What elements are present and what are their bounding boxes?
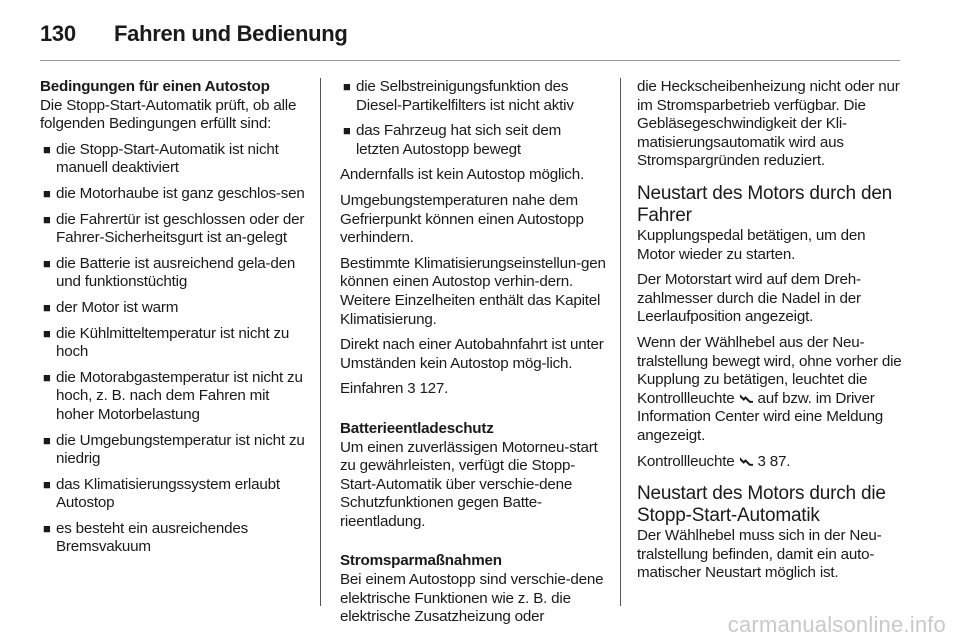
page-number: 130 — [40, 21, 76, 46]
bullet-icon: ■ — [43, 325, 51, 341]
paragraph-text: Wenn der Wählhebel aus der Neu-tralstellung bewegt wird, ohne vorher die Kupplung zu betätigen, leuchtet die Kontrollleuchte — [637, 333, 902, 407]
reference-text: Kontrollleuchte — [637, 452, 735, 470]
list-item-text: die Selbstreinigungsfunktion des Diesel-Partikelfilters ist nicht aktiv — [356, 78, 574, 114]
paragraph — [637, 334, 905, 446]
section-heading: Bedingungen für einen Autostop — [40, 78, 270, 95]
paragraph: Andernfalls ist kein Autostop möglich. — [340, 166, 584, 184]
bullet-icon: ■ — [43, 185, 51, 201]
cross-reference[interactable] — [340, 380, 608, 399]
list-item — [40, 299, 308, 318]
list-item-text: die Kühlmitteltemperatur ist nicht zu hoch — [56, 324, 290, 361]
bullet-icon: ■ — [43, 299, 51, 315]
page-header — [40, 14, 348, 54]
section-heading: Stromsparmaßnahmen — [340, 552, 502, 570]
paragraph: Die Stopp-Start-Automatik prüft, ob alle folgenden Bedingungen erfüllt sind: — [40, 96, 297, 133]
header-rule — [40, 60, 900, 61]
bullet-icon: ■ — [43, 141, 51, 157]
list-item-text: die Fahrertür ist geschlossen oder der Fahrer-Sicherheitsgurt ist an-gelegt — [56, 210, 305, 247]
list-item-text: die Batterie ist ausreichend gela-den und funktionstüchtig — [56, 254, 296, 291]
list-item — [340, 78, 608, 115]
list-item — [40, 369, 308, 425]
paragraph: Der Wählhebel muss sich in der Neu-tralstellung befinden, damit ein auto-matischer Neustart möglich ist. — [637, 527, 882, 582]
paragraph: Umgebungstemperaturen nahe dem Gefrierpunkt können einen Autostopp verhindern. — [340, 191, 584, 247]
condition-list — [40, 141, 308, 557]
list-item — [40, 476, 308, 513]
column-divider — [320, 78, 321, 606]
reference-page: 127. — [419, 380, 449, 398]
section-heading: Batterieentladeschutz — [340, 419, 494, 437]
list-item — [40, 185, 308, 204]
bullet-icon: ■ — [43, 255, 51, 271]
paragraph: die Heckscheibenheizung nicht oder nur im Stromsparbetrieb verfügbar. Die Gebläsegeschwindigkeit der Kli-matisierungsautomatik wird aus Stromspargründen reduziert. — [637, 78, 900, 170]
autostop-indicator-icon — [739, 392, 754, 404]
list-item — [40, 325, 308, 362]
bullet-icon: ■ — [43, 520, 51, 536]
page-arrow-icon: 3 — [757, 452, 766, 470]
bullet-icon: ■ — [43, 211, 51, 227]
list-item-text: es besteht ein ausreichendes Bremsvakuum — [56, 519, 248, 556]
list-item — [340, 122, 608, 159]
section-heading-large: Neustart des Motors durch die Stopp-Start-Automatik — [637, 483, 886, 527]
list-item — [40, 141, 308, 178]
column-3 — [637, 78, 905, 590]
paragraph-text: auf bzw. im Driver Information Center wird eine Meldung angezeigt. — [637, 389, 884, 444]
reference-page: 87. — [769, 452, 791, 470]
bullet-icon: ■ — [343, 79, 351, 94]
chapter-title: Fahren und Bedienung — [114, 21, 348, 46]
bullet-icon: ■ — [43, 369, 51, 385]
list-item-text: das Klimatisierungssystem erlaubt Autostop — [56, 475, 280, 512]
paragraph: Kupplungspedal betätigen, um den Motor wieder zu starten. — [637, 226, 866, 263]
column-2 — [340, 78, 608, 634]
spacer — [340, 538, 608, 552]
autostop-indicator-icon — [739, 455, 754, 467]
bullet-icon: ■ — [43, 476, 51, 492]
paragraph: Bei einem Autostopp sind verschie-dene elektrische Funktionen wie z. B. die elektrische Zusatzheizung oder — [340, 571, 604, 626]
list-item-text: die Motorabgastemperatur ist nicht zu hoch, z. B. nach dem Fahren mit hoher Motorbelastung — [56, 368, 303, 423]
list-item-text: die Motorhaube ist ganz geschlos-sen — [56, 184, 305, 202]
paragraph: Der Motorstart wird auf dem Dreh-zahlmesser durch die Nadel in der Leerlaufposition angezeigt. — [637, 271, 861, 326]
list-item — [40, 432, 308, 469]
list-item-text: die Umgebungstemperatur ist nicht zu niedrig — [56, 431, 305, 468]
list-item — [40, 211, 308, 248]
list-item-text: das Fahrzeug hat sich seit dem letzten Autostopp bewegt — [356, 122, 562, 158]
paragraph: Bestimmte Klimatisierungseinstellun-gen können einen Autostop verhin-dern. Weitere Einzelheiten enthält das Kapitel Klimatisierung. — [340, 254, 606, 328]
list-item-text: die Stopp-Start-Automatik ist nicht manuell deaktiviert — [56, 140, 279, 177]
list-item-text: der Motor ist warm — [56, 298, 179, 316]
cross-reference[interactable] — [637, 453, 905, 472]
column-divider — [620, 78, 621, 606]
reference-text: Einfahren — [340, 380, 404, 398]
bullet-icon: ■ — [43, 432, 51, 448]
bullet-icon: ■ — [343, 123, 351, 139]
paragraph: Um einen zuverlässigen Motorneu-start zu gewährleisten, verfügt die Stopp-Start-Automatik über verschie-dene Schutzfunktionen gegen Batte-rieentladung. — [340, 438, 598, 530]
watermark: carmanualsonline.info — [727, 612, 946, 637]
list-item — [40, 255, 308, 292]
column-1 — [40, 78, 308, 564]
list-item — [40, 520, 308, 557]
section-heading-large: Neustart des Motors durch den Fahrer — [637, 182, 893, 226]
paragraph: Direkt nach einer Autobahnfahrt ist unter Umständen kein Autostop mög-lich. — [340, 336, 604, 372]
page-arrow-icon: 3 — [407, 380, 416, 398]
spacer — [340, 406, 608, 420]
condition-list-continued — [340, 78, 608, 159]
